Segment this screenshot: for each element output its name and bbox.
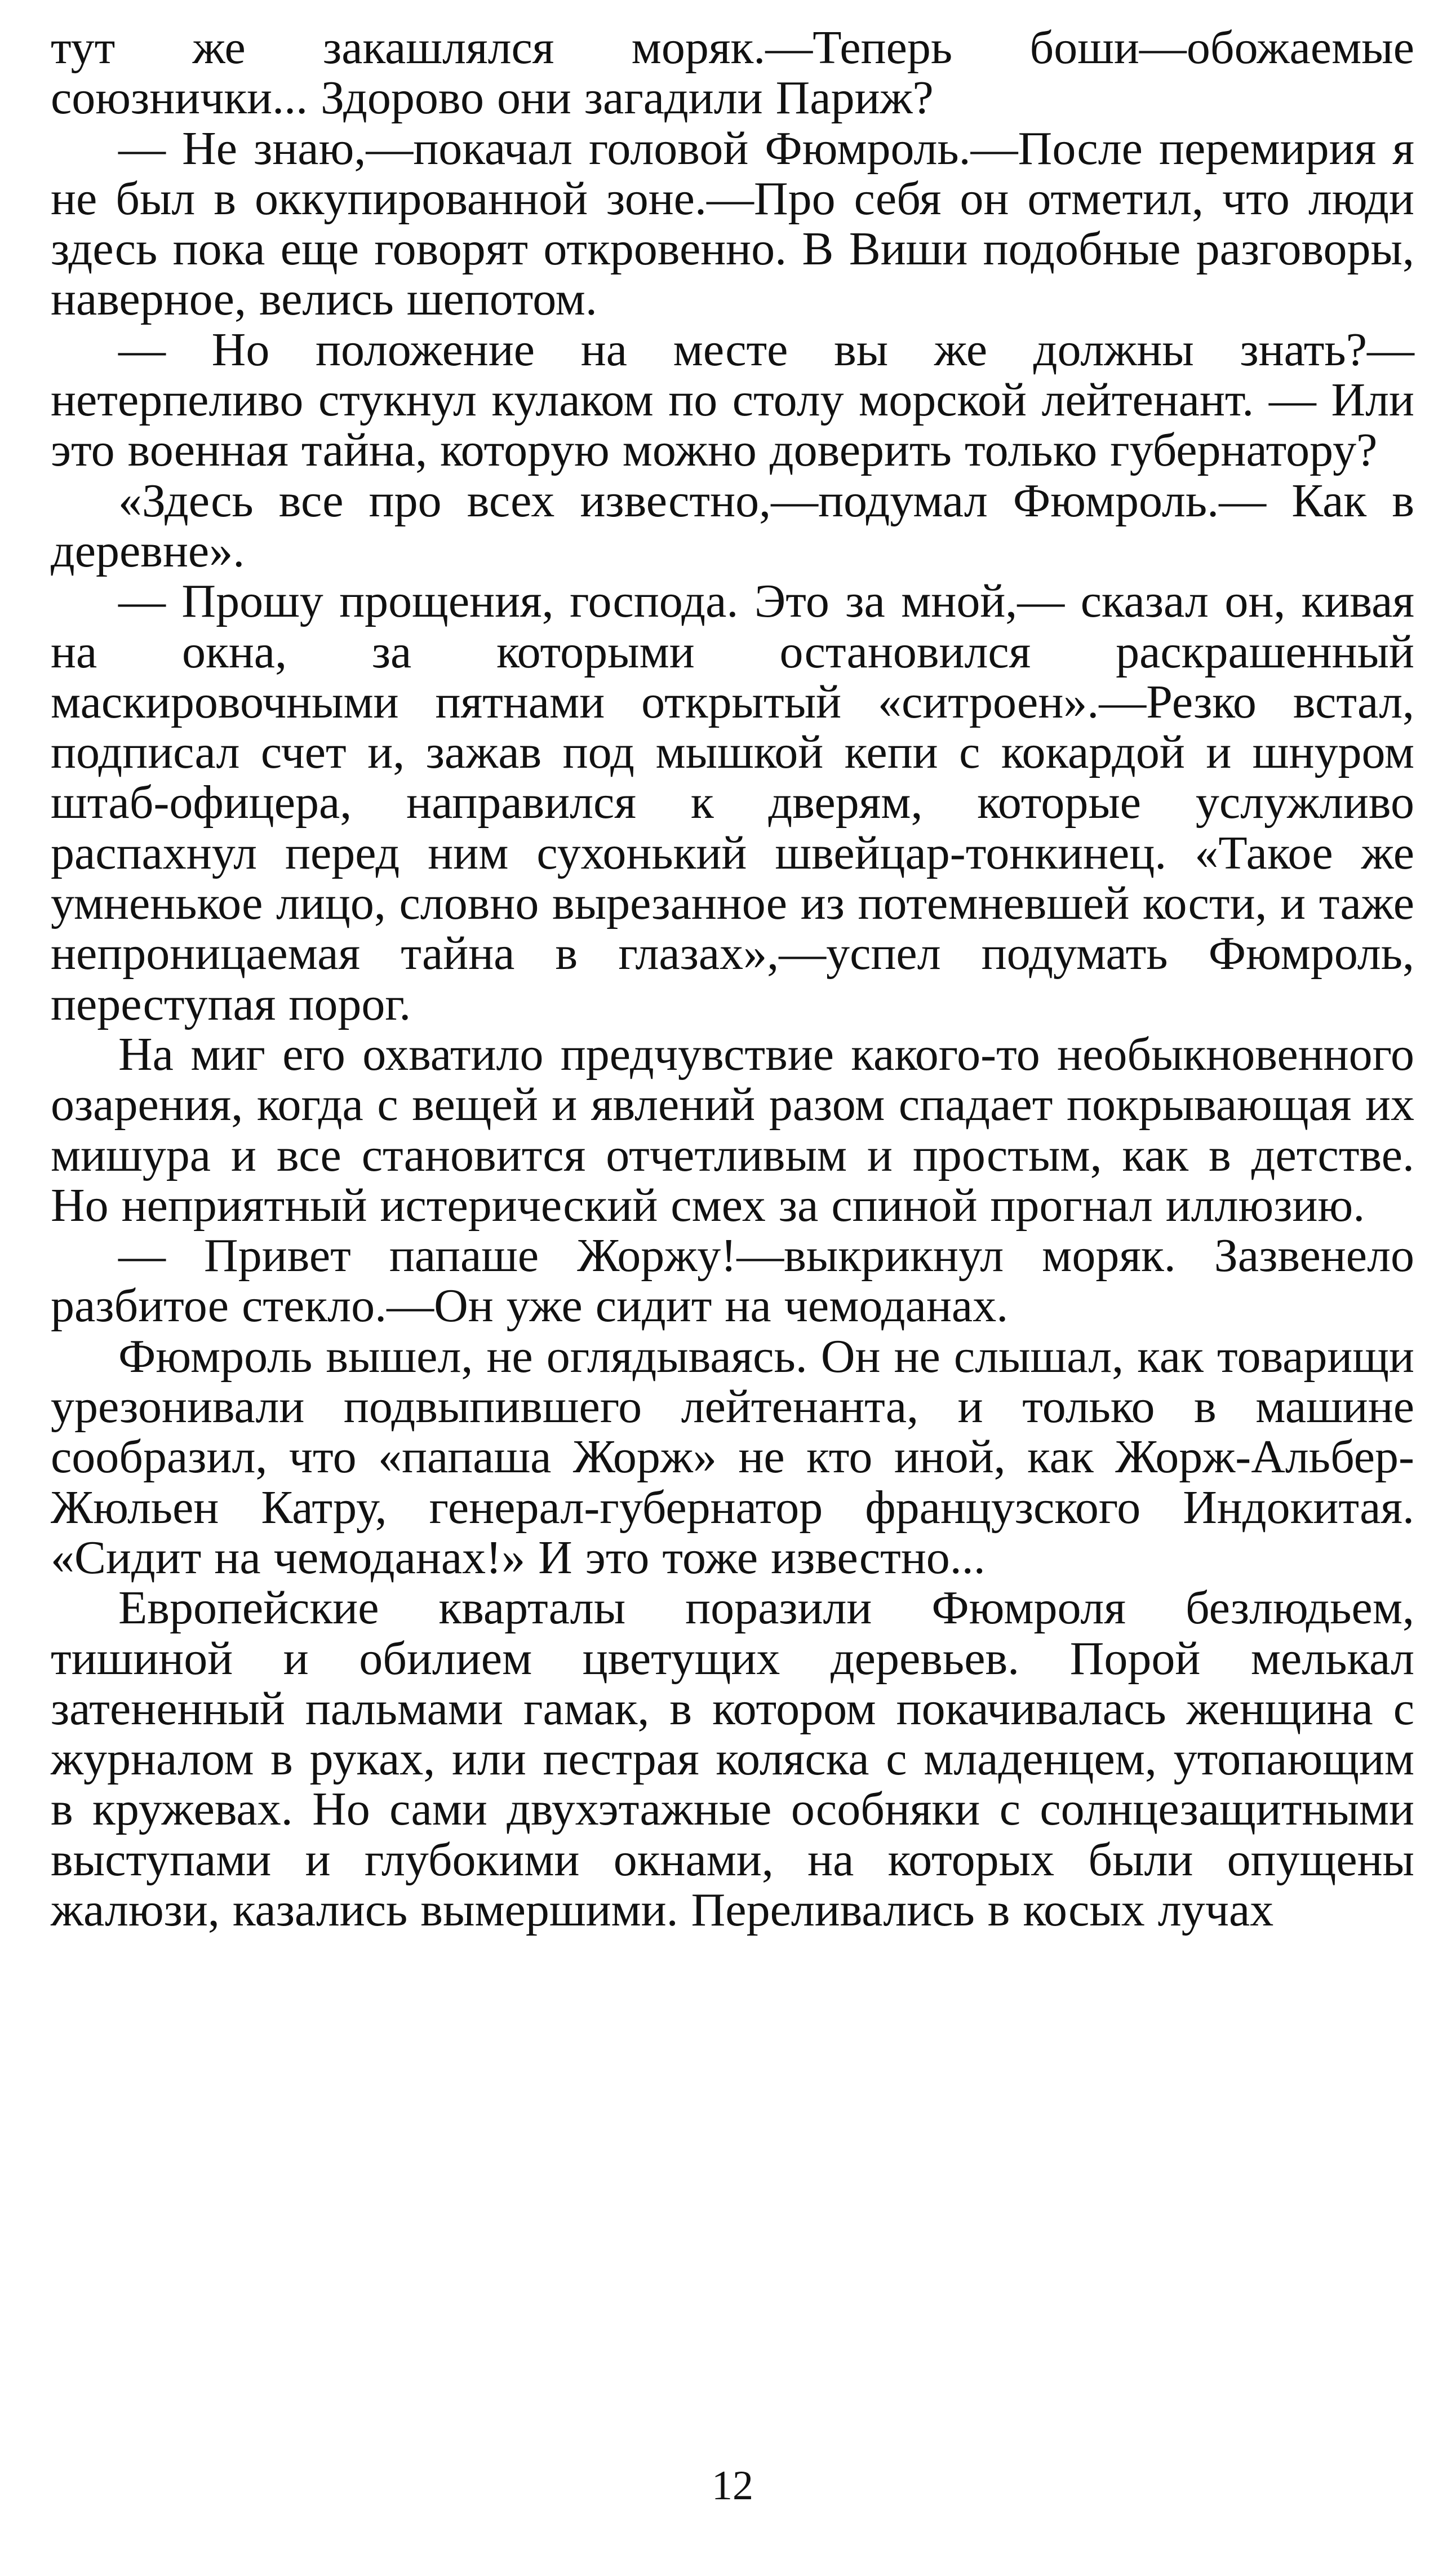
- page-body-text: [51, 23, 1414, 1935]
- paragraph-9: Европейские кварталы поразили Фюмроля безлюдьем, тишиной и обилием цветущих деревьев. Порой мелькал затененный пальмами гамак, в котором покачивалась женщина с журналом в руках, или пестрая коляска с младенцем, утопающим в кружевах. Но сами двухэтажные особняки с солнцезащитными выступами и глубокими окнами, на которых были опущены жалюзи, казались вымершими. Переливались в косых лучах: [51, 1582, 1414, 1936]
- paragraph-8: Фюмроль вышел, не оглядываясь. Он не слышал, как товарищи урезонивали подвыпившего лейтенанта, и только в машине сообразил, что «папаша Жорж» не кто иной, как Жорж-Альбер-Жюльен Катру, генерал-губернатор французского Индокитая. «Сидит на чемоданах!» И это тоже известно...: [51, 1330, 1414, 1584]
- book-page: [51, 23, 1414, 2525]
- paragraph-1: тут же закашлялся моряк.—Теперь боши—обожаемые союзнички... Здорово они загадили Париж?: [51, 21, 1414, 125]
- page-number: 12: [712, 2463, 753, 2509]
- paragraph-3: — Но положение на месте вы же должны знать?— нетерпеливо стукнул кулаком по столу морской лейтенант. — Или это военная тайна, которую можно доверить только губернатору?: [51, 323, 1414, 477]
- paragraph-7: — Привет папаше Жоржу!—выкрикнул моряк. Зазвенело разбитое стекло.—Он уже сидит на чемоданах.: [51, 1229, 1414, 1332]
- paragraph-2: — Не знаю,—покачал головой Фюмроль.—После перемирия я не был в оккупированной зоне.—Про себя он отметил, что люди здесь пока еще говорят откровенно. В Виши подобные разговоры, наверное, велись шепотом.: [51, 122, 1414, 326]
- paragraph-4: «Здесь все про всех известно,—подумал Фюмроль.— Как в деревне».: [51, 474, 1414, 577]
- paragraph-6: На миг его охватило предчувствие какого-то необыкновенного озарения, когда с вещей и явлений разом спадает покрывающая их мишура и все становится отчетливым и простым, как в детстве. Но неприятный истерический смех за спиной прогнал иллюзию.: [51, 1028, 1414, 1232]
- paragraph-5: — Прошу прощения, господа. Это за мной,— сказал он, кивая на окна, за которыми остановился раскрашенный маскировочными пятнами открытый «ситроен».—Резко встал, подписал счет и, зажав под мышкой кепи с кокардой и шнуром штаб-офицера, направился к дверям, которые услужливо распахнул перед ним сухонький швейцар-тонкинец. «Такое же умненькое лицо, словно вырезанное из потемневшей кости, и таже непроницаемая тайна в глазах»,—успел подумать Фюмроль, переступая порог.: [51, 575, 1414, 1030]
